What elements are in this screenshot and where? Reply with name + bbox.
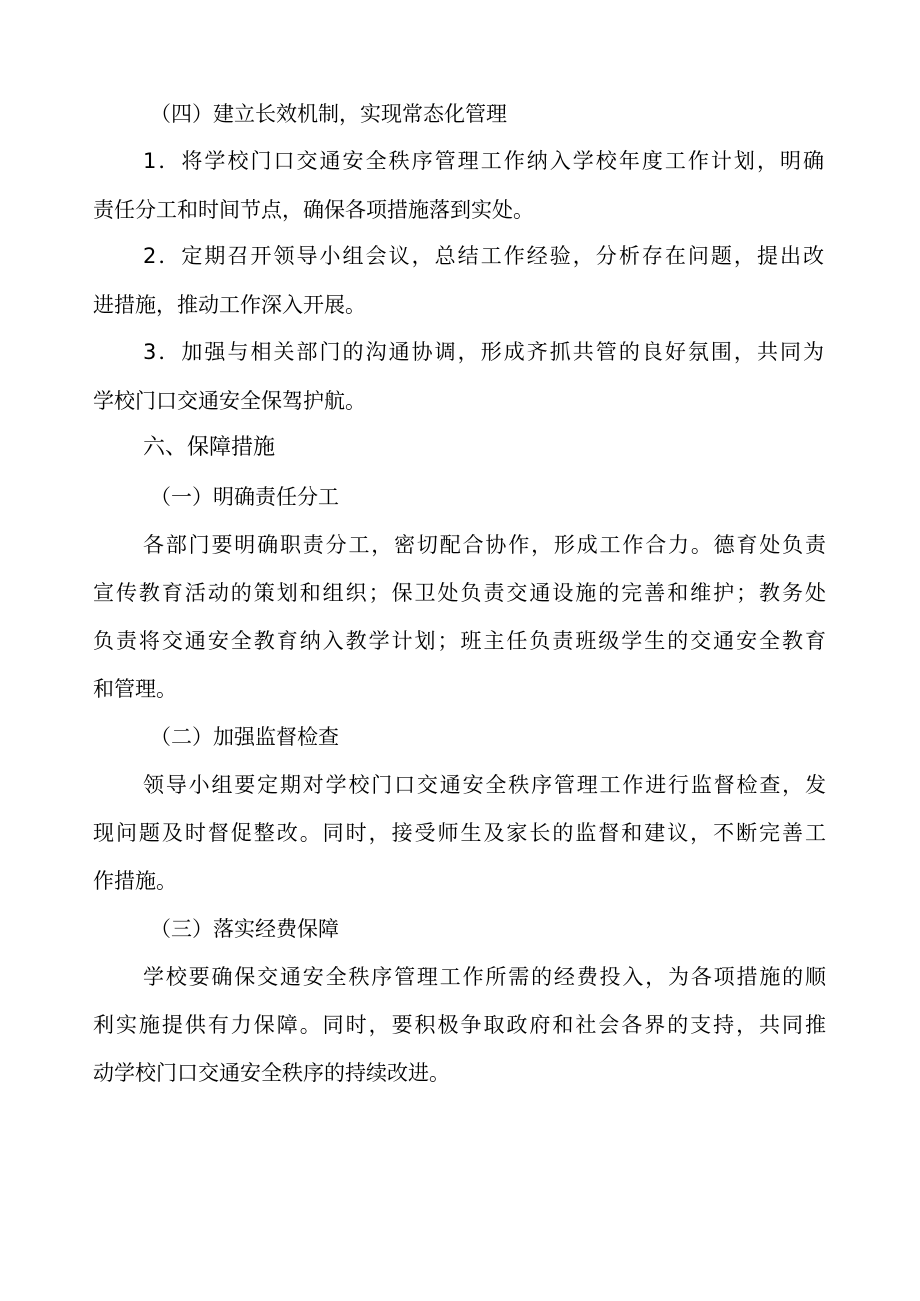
- sub2-heading: （二）加强监督检查: [150, 725, 339, 749]
- sub1-heading: （一）明确责任分工: [150, 485, 339, 509]
- sub2-line3: 作措施。: [93, 869, 177, 893]
- item3-line2: 学校门口交通安全保驾护航。: [93, 389, 366, 413]
- sub1-line3: 负责将交通安全教育纳入教学计划；班主任负责班级学生的交通安全教育: [93, 629, 826, 653]
- sub3-heading: （三）落实经费保障: [150, 917, 339, 941]
- chapter6-heading: 六、保障措施: [143, 435, 276, 460]
- sub3-line1: 学校要确保交通安全秩序管理工作所需的经费投入，为各项措施的顺: [143, 965, 826, 989]
- sub2-line2: 现问题及时督促整改。同时，接受师生及家长的监督和建议，不断完善工: [93, 821, 826, 845]
- sub1-line2: 宣传教育活动的策划和组织；保卫处负责交通设施的完善和维护；教务处: [93, 581, 826, 605]
- sub3-line2: 利实施提供有力保障。同时，要积极争取政府和社会各界的支持，共同推: [93, 1013, 826, 1037]
- sub1-line4: 和管理。: [93, 677, 177, 701]
- section4-heading: （四）建立长效机制，实现常态化管理: [150, 102, 507, 126]
- item3-line1: 3．加强与相关部门的沟通协调，形成齐抓共管的良好氛围，共同为: [143, 340, 824, 364]
- item1-line2: 责任分工和时间节点，确保各项措施落到实处。: [93, 198, 534, 222]
- sub1-line1: 各部门要明确职责分工，密切配合协作，形成工作合力。德育处负责: [143, 533, 826, 557]
- item2-line1: 2．定期召开领导小组会议，总结工作经验，分析存在问题，提出改: [143, 244, 824, 268]
- item2-line2: 进措施，推动工作深入开展。: [93, 293, 366, 317]
- item1-line1: 1．将学校门口交通安全秩序管理工作纳入学校年度工作计划，明确: [143, 149, 824, 173]
- sub2-line1: 领导小组要定期对学校门口交通安全秩序管理工作进行监督检查，发: [143, 773, 826, 797]
- sub3-line3: 动学校门口交通安全秩序的持续改进。: [93, 1061, 450, 1085]
